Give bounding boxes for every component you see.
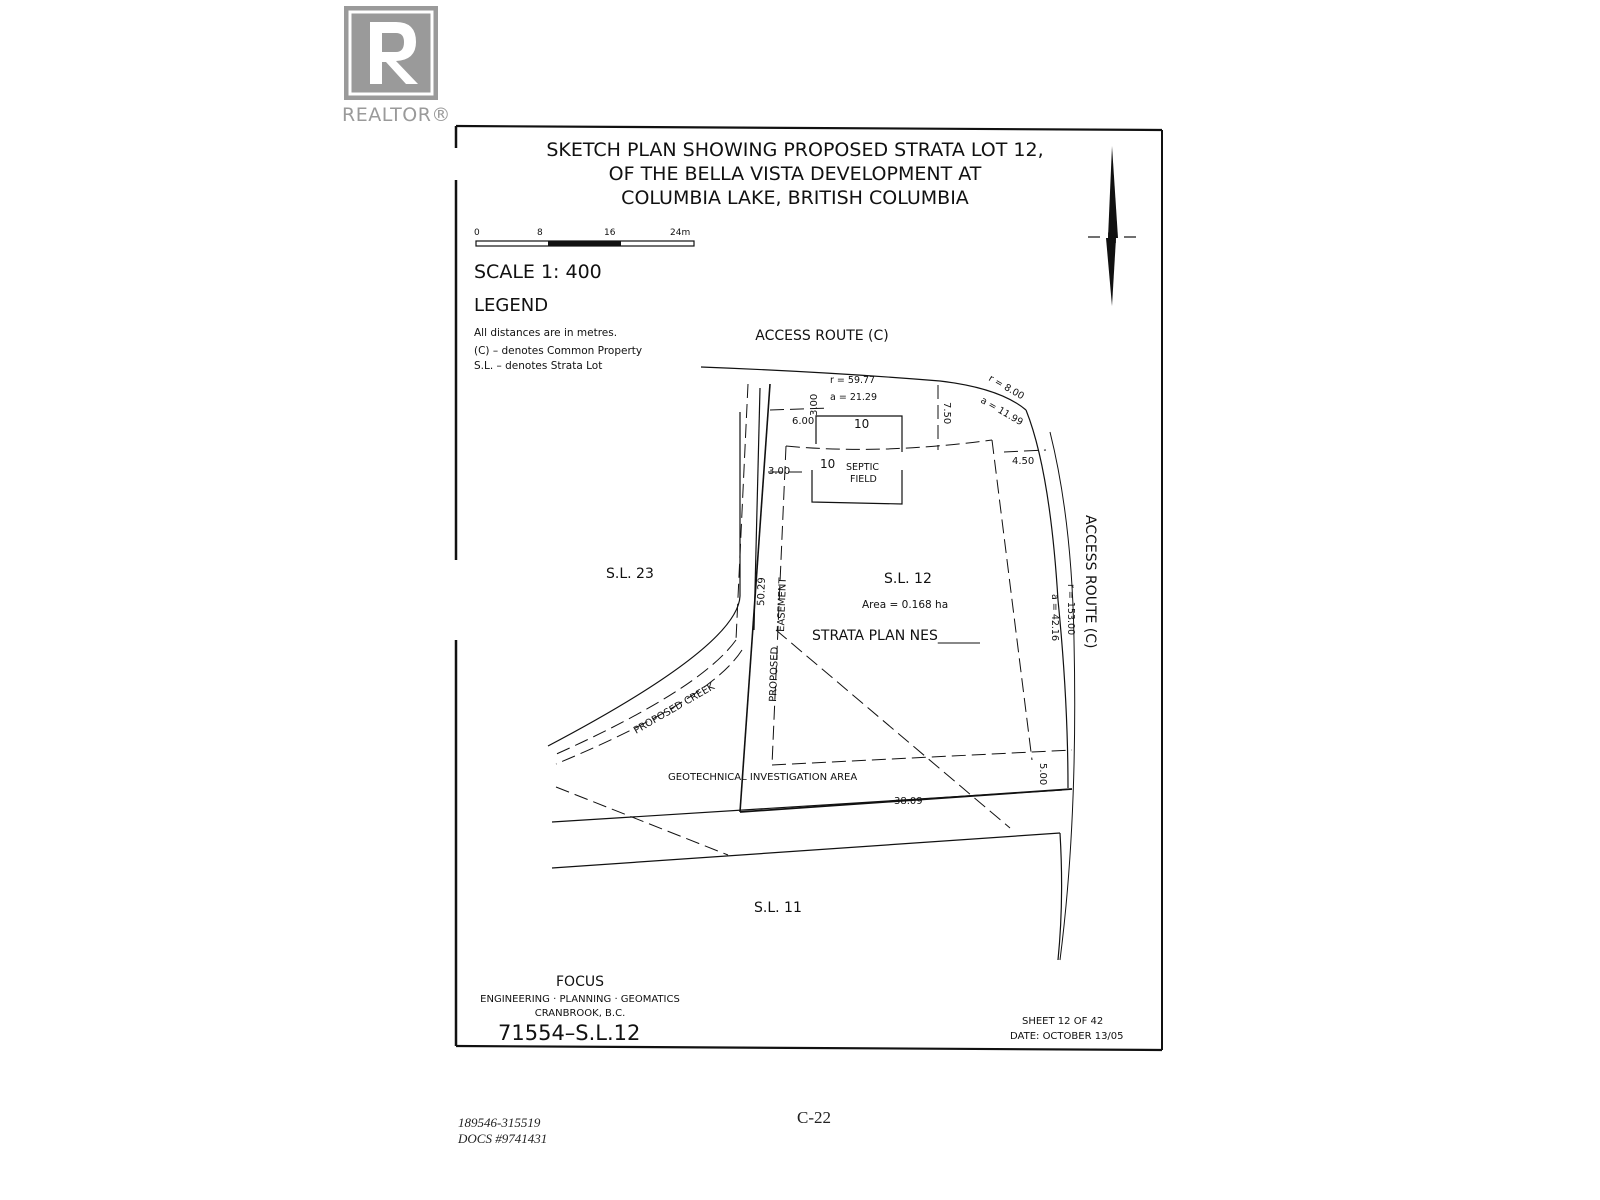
firm-name: FOCUS: [556, 974, 604, 990]
scale-label: SCALE 1: 400: [474, 261, 602, 283]
proposed-creek-label: PROPOSED CREEK: [632, 681, 717, 737]
scale-tick-0: 0: [474, 228, 480, 238]
plan-date: DATE: OCTOBER 13/05: [1010, 1031, 1124, 1042]
legend-item-1: All distances are in metres.: [474, 327, 618, 339]
legend-heading: LEGEND: [474, 295, 549, 316]
page-number: C-22: [797, 1108, 831, 1127]
ten-label-b: 10: [820, 457, 836, 471]
ten-label-a: 10: [854, 417, 870, 431]
firm-city: CRANBROOK, B.C.: [534, 1008, 626, 1019]
septic-label-1: SEPTIC: [846, 462, 879, 473]
realtor-logo-text: REALTOR®: [342, 104, 451, 126]
strata-plan-label: STRATA PLAN NES______: [812, 628, 980, 644]
dim-300-top: 3.00: [809, 393, 820, 416]
lot-sl23-label: S.L. 23: [606, 566, 654, 582]
plan-title-line3: COLUMBIA LAKE, BRITISH COLUMBIA: [621, 187, 969, 209]
lot-sl12-label: S.L. 12: [884, 571, 932, 587]
dim-3809: 38.09: [894, 796, 923, 807]
dim-a-right: a = 42.16: [1049, 594, 1060, 642]
dim-600: 6.00: [792, 416, 815, 427]
lot-boundaries: [548, 367, 1075, 960]
dim-300-mid: 3.00: [768, 466, 791, 477]
access-route-top-label: ACCESS ROUTE (C): [755, 328, 889, 344]
dim-500: 5.00: [1037, 763, 1048, 786]
proposed-easement-label-1: PROPOSED: [768, 646, 781, 703]
scale-tick-24: 24m: [670, 228, 691, 238]
firm-services: ENGINEERING · PLANNING · GEOMATICS: [480, 994, 680, 1005]
scale-tick-16: 16: [604, 228, 616, 238]
easement-lines: [552, 384, 1072, 855]
scale-tick-8: 8: [537, 228, 543, 238]
dim-a-top: a = 21.29: [830, 392, 878, 403]
scale-bar: [474, 228, 694, 246]
dim-r-top: r = 59.77: [830, 375, 876, 386]
lot-sl11-label: S.L. 11: [754, 900, 802, 916]
dim-r-right: r = 153.00: [1065, 584, 1076, 636]
sheet-number: SHEET 12 OF 42: [1022, 1016, 1104, 1027]
dim-450: 4.50: [1012, 456, 1035, 467]
geotech-label: GEOTECHNICAL INVESTIGATION AREA: [668, 772, 858, 783]
legend-item-3: S.L. – denotes Strata Lot: [474, 360, 603, 372]
document-id-1: 189546-315519: [458, 1115, 541, 1130]
dim-750: 7.50: [941, 402, 952, 425]
file-number: 71554–S.L.12: [498, 1021, 641, 1045]
dim-5029: 50.29: [756, 577, 768, 607]
dim-a-corner: a = 11.99: [978, 395, 1025, 429]
north-label: N: [1106, 231, 1118, 247]
north-arrow-icon: [1088, 146, 1136, 306]
plan-title-line2: OF THE BELLA VISTA DEVELOPMENT AT: [608, 163, 982, 185]
lot-area-label: Area = 0.168 ha: [862, 599, 949, 611]
septic-label-2: FIELD: [850, 474, 877, 485]
plan-title-line1: SKETCH PLAN SHOWING PROPOSED STRATA LOT 12,: [546, 139, 1044, 161]
dim-r-corner: r = 8.00: [986, 373, 1026, 403]
proposed-easement-label-2: EASEMENT: [776, 577, 789, 633]
document-id-2: DOCS #9741431: [458, 1131, 548, 1146]
legend-item-2: (C) – denotes Common Property: [474, 345, 643, 357]
access-route-right-label: ACCESS ROUTE (C): [1082, 515, 1098, 649]
